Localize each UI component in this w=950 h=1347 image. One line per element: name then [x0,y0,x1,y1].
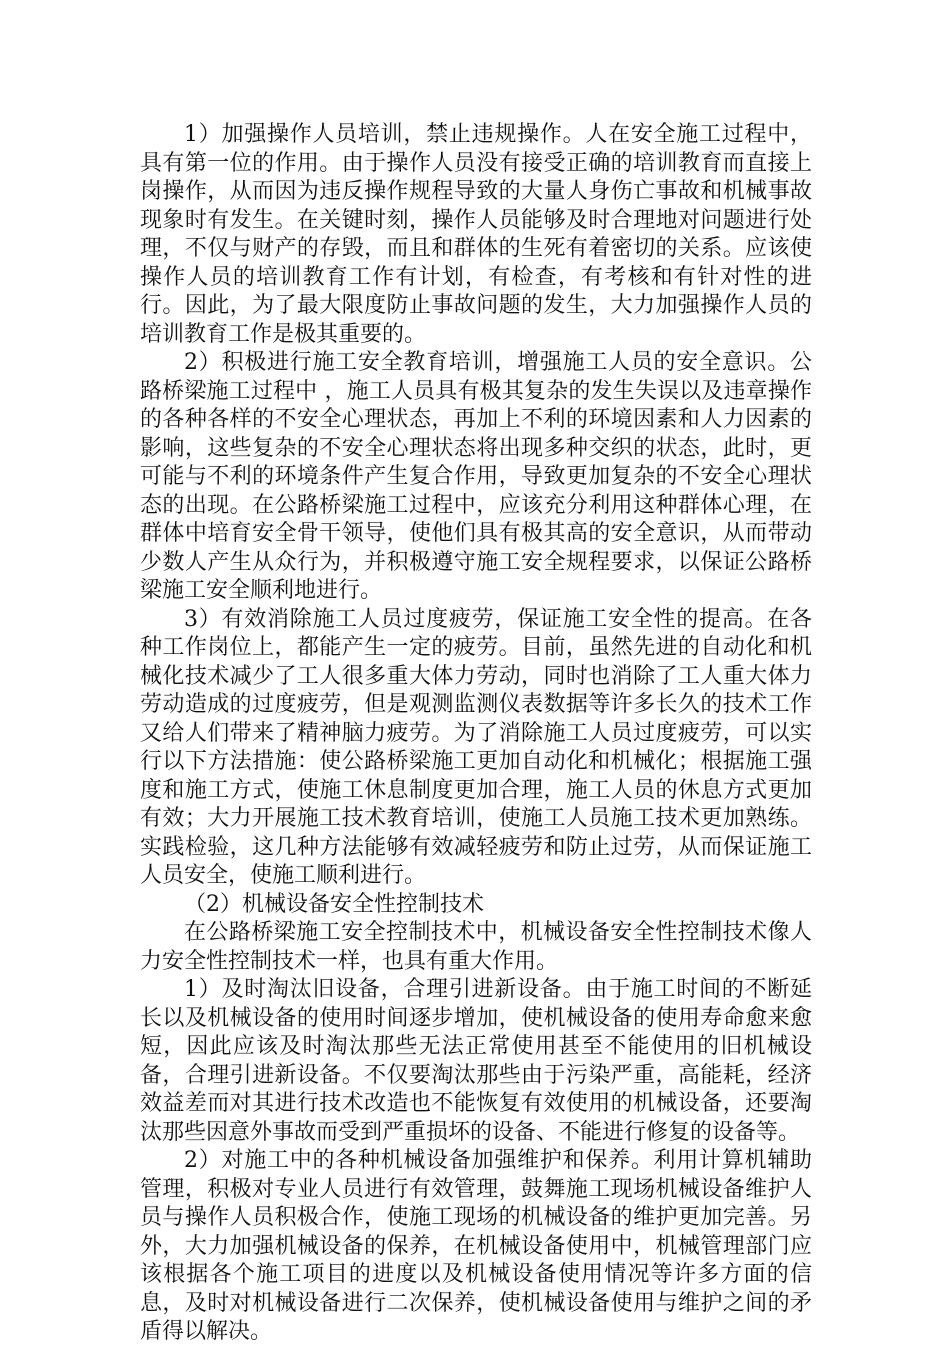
paragraph-equipment-maintenance: 2）对施工中的各种机械设备加强维护和保养。利用计算机辅助管理，积极对专业人员进行有效管理，鼓舞施工现场机械设备维护人员与操作人员积极合作，使施工现场的机械设备的维护更加完善。另外，大力加强机械设备的保养，在机械设备使用中，机械管理部门应该根据各个施工项目的进度以及机械设备使用情况等许多方面的信息，及时对机械设备进行二次保养，使机械设备使用与维护之间的矛盾得以解决。 [140,1148,812,1344]
paragraph-machinery-intro: 在公路桥梁施工安全控制技术中，机械设备安全性控制技术像人力安全性控制技术一样，也具有重大作用。 [140,920,812,974]
paragraph-fatigue: 3）有效消除施工人员过度疲劳，保证施工安全性的提高。在各种工作岗位上，都能产生一定的疲劳。目前，虽然先进的自动化和机械化技术减少了工人很多重大体力劳动，同时也消除了工人重大体力劳动造成的过度疲劳，但是观测监测仪表数据等许多长久的技术工作又给人们带来了精神脑力疲劳。为了消除施工人员过度疲劳，可以实行以下方法措施：使公路桥梁施工更加自动化和机械化；根据施工强度和施工方式，使施工休息制度更加合理，施工人员的休息方式更加有效；大力开展施工技术教育培训，使施工人员施工技术更加熟练。实践检验，这几种方法能够有效减轻疲劳和防止过劳，从而保证施工人员安全，使施工顺利进行。 [140,606,812,888]
paragraph-equipment-replacement: 1）及时淘汰旧设备，合理引进新设备。由于施工时间的不断延长以及机械设备的使用时间逐步增加，使机械设备的使用寿命愈来愈短，因此应该及时淘汰那些无法正常使用甚至不能使用的旧机械设备，合理引进新设备。不仅要淘汰那些由于污染严重，高能耗，经济效益差而对其进行技术改造也不能恢复有效使用的机械设备，还要淘汰那些因意外事故而受到严重损坏的设备、不能进行修复的设备等。 [140,977,812,1145]
paragraph-safety-education: 2）积极进行施工安全教育培训，增强施工人员的安全意识。公路桥梁施工过程中 ，施工人员具有极其复杂的发生失误以及违章操作的各种各样的不安全心理状态，再加上不利的环境因素和人力因素的影响，这些复杂的不安全心理状态将出现多种交织的状态，此时，更可能与不利的环境条件产生复合作用，导致更加复杂的不安全心理状态的出现。在公路桥梁施工过程中，应该充分利用这种群体心理，在群体中培育安全骨干领导，使他们具有极其高的安全意识，从而带动少数人产生从众行为，并积极遵守施工安全规程要求，以保证公路桥梁施工安全顺利地进行。 [140,350,812,603]
document-body [140,121,812,1347]
section-heading-machinery: （2）机械设备安全性控制技术 [184,891,484,917]
paragraph-operator-training: 1）加强操作人员培训，禁止违规操作。人在安全施工过程中，具有第一位的作用。由于操作人员没有接受正确的培训教育而直接上岗操作，从而因为违反操作规程导致的大量人身伤亡事故和机械事故现象时有发生。在关键时刻，操作人员能够及时合理地对问题进行处理，不仅与财产的存毁，而且和群体的生死有着密切的关系。应该使操作人员的培训教育工作有计划，有检查，有考核和有针对性的进行。因此，为了最大限度防止事故问题的发生，大力加强操作人员的培训教育工作是极其重要的。 [140,122,812,347]
